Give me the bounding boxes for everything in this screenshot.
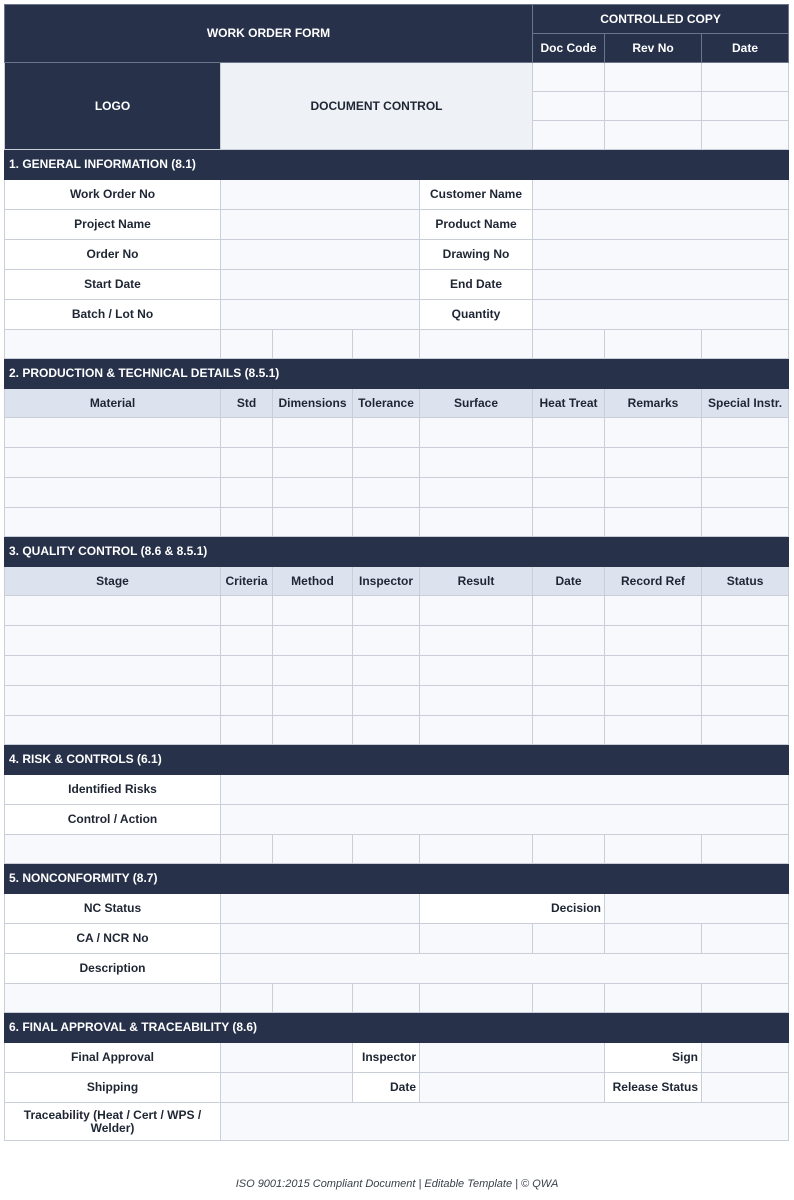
approval-date-field[interactable] [420, 1073, 605, 1103]
quality-column-header: Inspector [353, 567, 420, 596]
table-row [5, 656, 789, 686]
ca-ncr-no-label: CA / NCR No [5, 924, 221, 954]
blank-cell[interactable] [605, 984, 702, 1013]
customer-name-label: Customer Name [420, 180, 533, 210]
table-cell[interactable] [221, 508, 273, 537]
table-cell[interactable] [702, 626, 789, 656]
table-cell[interactable] [5, 478, 221, 508]
decision-label: Decision [420, 894, 605, 924]
table-cell[interactable] [702, 418, 789, 448]
quantity-field[interactable] [533, 300, 789, 330]
batch-lot-no-field[interactable] [221, 300, 420, 330]
table-cell[interactable] [605, 448, 702, 478]
header-date-label: Date [702, 34, 789, 63]
section-risk-controls-title: 4. RISK & CONTROLS (6.1) [5, 745, 789, 775]
table-row [5, 626, 789, 656]
rev-no-field-3[interactable] [605, 121, 702, 150]
production-column-header: Tolerance [353, 389, 420, 418]
product-name-field[interactable] [533, 210, 789, 240]
table-cell[interactable] [5, 448, 221, 478]
table-cell[interactable] [702, 716, 789, 745]
drawing-no-label: Drawing No [420, 240, 533, 270]
customer-name-field[interactable] [533, 180, 789, 210]
table-cell[interactable] [353, 418, 420, 448]
description-label: Description [5, 954, 221, 984]
end-date-field[interactable] [533, 270, 789, 300]
section-quality-control-title: 3. QUALITY CONTROL (8.6 & 8.5.1) [5, 537, 789, 567]
quality-column-header: Record Ref [605, 567, 702, 596]
table-cell[interactable] [702, 656, 789, 686]
table-cell[interactable] [533, 686, 605, 716]
table-cell[interactable] [420, 716, 533, 745]
table-cell[interactable] [702, 448, 789, 478]
table-cell[interactable] [605, 656, 702, 686]
identified-risks-label: Identified Risks [5, 775, 221, 805]
blank-cell[interactable] [605, 835, 702, 864]
table-cell[interactable] [221, 716, 273, 745]
table-row [5, 716, 789, 745]
blank-cell[interactable] [5, 835, 221, 864]
blank-cell[interactable] [273, 330, 353, 359]
table-cell[interactable] [221, 448, 273, 478]
table-cell[interactable] [420, 626, 533, 656]
table-cell[interactable] [353, 508, 420, 537]
header-date-field-3[interactable] [702, 121, 789, 150]
shipping-field[interactable] [221, 1073, 353, 1103]
control-action-field[interactable] [221, 805, 789, 835]
rev-no-field[interactable] [605, 63, 702, 92]
blank-cell[interactable] [5, 984, 221, 1013]
table-cell[interactable] [420, 418, 533, 448]
table-cell[interactable] [353, 716, 420, 745]
page-footer: ISO 9001:2015 Compliant Document | Editable Template | © QWA [235, 1178, 559, 1190]
table-cell[interactable] [533, 508, 605, 537]
table-cell[interactable] [221, 596, 273, 626]
inspector-field[interactable] [420, 1043, 605, 1073]
blank-cell[interactable] [533, 835, 605, 864]
controlled-copy-label: CONTROLLED COPY [533, 5, 789, 34]
production-column-header: Dimensions [273, 389, 353, 418]
rev-no-field-2[interactable] [605, 92, 702, 121]
section-general-information-title: 1. GENERAL INFORMATION (8.1) [5, 150, 789, 180]
doc-code-field-3[interactable] [533, 121, 605, 150]
production-rows [5, 418, 789, 537]
production-column-header: Heat Treat [533, 389, 605, 418]
section-final-approval-title: 6. FINAL APPROVAL & TRACEABILITY (8.6) [5, 1013, 789, 1043]
inspector-label: Inspector [353, 1043, 420, 1073]
table-cell[interactable] [605, 686, 702, 716]
table-cell[interactable] [533, 716, 605, 745]
control-action-label: Control / Action [5, 805, 221, 835]
table-row [5, 686, 789, 716]
work-order-form-table [4, 4, 789, 1141]
identified-risks-field[interactable] [221, 775, 789, 805]
blank-cell[interactable] [702, 330, 789, 359]
document-control-label: DOCUMENT CONTROL [221, 63, 533, 150]
nc-status-field[interactable] [221, 894, 420, 924]
traceability-label: Traceability (Heat / Cert / WPS / Welder) [5, 1103, 221, 1141]
doc-code-field[interactable] [533, 63, 605, 92]
order-no-field[interactable] [221, 240, 420, 270]
table-cell[interactable] [420, 686, 533, 716]
blank-cell[interactable] [702, 984, 789, 1013]
table-cell[interactable] [5, 686, 221, 716]
quality-column-header: Result [420, 567, 533, 596]
release-status-label: Release Status [605, 1073, 702, 1103]
table-cell[interactable] [420, 596, 533, 626]
table-cell[interactable] [533, 626, 605, 656]
table-cell[interactable] [353, 596, 420, 626]
blank-cell[interactable] [702, 924, 789, 954]
blank-cell[interactable] [273, 984, 353, 1013]
blank-cell[interactable] [533, 330, 605, 359]
table-cell[interactable] [221, 418, 273, 448]
blank-cell[interactable] [420, 984, 533, 1013]
table-cell[interactable] [533, 448, 605, 478]
blank-cell[interactable] [533, 924, 605, 954]
table-cell[interactable] [273, 656, 353, 686]
table-cell[interactable] [353, 686, 420, 716]
table-cell[interactable] [5, 626, 221, 656]
table-cell[interactable] [420, 448, 533, 478]
quality-column-header: Stage [5, 567, 221, 596]
table-cell[interactable] [273, 626, 353, 656]
table-row [5, 508, 789, 537]
table-cell[interactable] [353, 448, 420, 478]
blank-cell[interactable] [221, 835, 273, 864]
table-cell[interactable] [353, 626, 420, 656]
table-cell[interactable] [702, 508, 789, 537]
doc-code-label: Doc Code [533, 34, 605, 63]
section-production-title: 2. PRODUCTION & TECHNICAL DETAILS (8.5.1) [5, 359, 789, 389]
header-date-field-2[interactable] [702, 92, 789, 121]
traceability-field[interactable] [221, 1103, 789, 1141]
blank-cell[interactable] [353, 835, 420, 864]
blank-cell[interactable] [221, 984, 273, 1013]
table-row [5, 478, 789, 508]
blank-cell[interactable] [5, 330, 221, 359]
blank-cell[interactable] [420, 924, 533, 954]
table-cell[interactable] [5, 508, 221, 537]
table-cell[interactable] [702, 686, 789, 716]
final-approval-field[interactable] [221, 1043, 353, 1073]
work-order-no-label: Work Order No [5, 180, 221, 210]
table-cell[interactable] [702, 596, 789, 626]
table-cell[interactable] [5, 716, 221, 745]
table-cell[interactable] [533, 478, 605, 508]
quality-column-header: Date [533, 567, 605, 596]
production-column-header: Surface [420, 389, 533, 418]
table-cell[interactable] [5, 418, 221, 448]
blank-cell[interactable] [353, 984, 420, 1013]
production-column-header: Special Instr. [702, 389, 789, 418]
blank-cell[interactable] [353, 330, 420, 359]
release-status-field[interactable] [702, 1073, 789, 1103]
table-cell[interactable] [533, 418, 605, 448]
table-cell[interactable] [702, 478, 789, 508]
production-column-header: Remarks [605, 389, 702, 418]
blank-cell[interactable] [605, 330, 702, 359]
work-order-no-field[interactable] [221, 180, 420, 210]
drawing-no-field[interactable] [533, 240, 789, 270]
logo-placeholder: LOGO [5, 63, 221, 150]
blank-cell[interactable] [605, 924, 702, 954]
start-date-label: Start Date [5, 270, 221, 300]
table-cell[interactable] [420, 478, 533, 508]
blank-cell[interactable] [702, 835, 789, 864]
blank-cell[interactable] [221, 330, 273, 359]
table-cell[interactable] [221, 478, 273, 508]
sign-label: Sign [605, 1043, 702, 1073]
table-cell[interactable] [605, 596, 702, 626]
table-cell[interactable] [5, 656, 221, 686]
table-cell[interactable] [221, 656, 273, 686]
table-cell[interactable] [273, 596, 353, 626]
final-approval-label: Final Approval [5, 1043, 221, 1073]
end-date-label: End Date [420, 270, 533, 300]
table-cell[interactable] [273, 686, 353, 716]
blank-cell[interactable] [420, 330, 533, 359]
product-name-label: Product Name [420, 210, 533, 240]
quantity-label: Quantity [420, 300, 533, 330]
quality-rows [5, 596, 789, 745]
table-cell[interactable] [273, 716, 353, 745]
sign-field[interactable] [702, 1043, 789, 1073]
quality-column-header: Method [273, 567, 353, 596]
section-nonconformity-title: 5. NONCONFORMITY (8.7) [5, 864, 789, 894]
table-cell[interactable] [221, 626, 273, 656]
decision-field[interactable] [605, 894, 789, 924]
blank-cell[interactable] [273, 835, 353, 864]
blank-cell[interactable] [533, 984, 605, 1013]
start-date-field[interactable] [221, 270, 420, 300]
nc-status-label: NC Status [5, 894, 221, 924]
table-cell[interactable] [273, 508, 353, 537]
table-cell[interactable] [605, 716, 702, 745]
approval-date-label: Date [353, 1073, 420, 1103]
work-order-form-sheet [4, 4, 788, 1141]
production-column-header: Std [221, 389, 273, 418]
quality-column-header: Criteria [221, 567, 273, 596]
table-cell[interactable] [273, 478, 353, 508]
table-cell[interactable] [273, 418, 353, 448]
project-name-label: Project Name [5, 210, 221, 240]
table-cell[interactable] [353, 478, 420, 508]
table-cell[interactable] [353, 656, 420, 686]
header-date-field[interactable] [702, 63, 789, 92]
table-cell[interactable] [605, 508, 702, 537]
table-cell[interactable] [605, 626, 702, 656]
table-row [5, 448, 789, 478]
table-cell[interactable] [533, 656, 605, 686]
shipping-label: Shipping [5, 1073, 221, 1103]
table-cell[interactable] [420, 508, 533, 537]
blank-cell[interactable] [420, 835, 533, 864]
production-column-header: Material [5, 389, 221, 418]
table-cell[interactable] [221, 686, 273, 716]
rev-no-label: Rev No [605, 34, 702, 63]
order-no-label: Order No [5, 240, 221, 270]
table-cell[interactable] [5, 596, 221, 626]
table-row [5, 596, 789, 626]
batch-lot-no-label: Batch / Lot No [5, 300, 221, 330]
form-title: WORK ORDER FORM [5, 5, 533, 63]
description-field[interactable] [221, 954, 789, 984]
doc-code-field-2[interactable] [533, 92, 605, 121]
table-cell[interactable] [420, 656, 533, 686]
table-row [5, 418, 789, 448]
quality-column-header: Status [702, 567, 789, 596]
table-cell[interactable] [533, 596, 605, 626]
table-cell[interactable] [605, 418, 702, 448]
table-cell[interactable] [605, 478, 702, 508]
table-cell[interactable] [273, 448, 353, 478]
project-name-field[interactable] [221, 210, 420, 240]
ca-ncr-no-field[interactable] [221, 924, 420, 954]
